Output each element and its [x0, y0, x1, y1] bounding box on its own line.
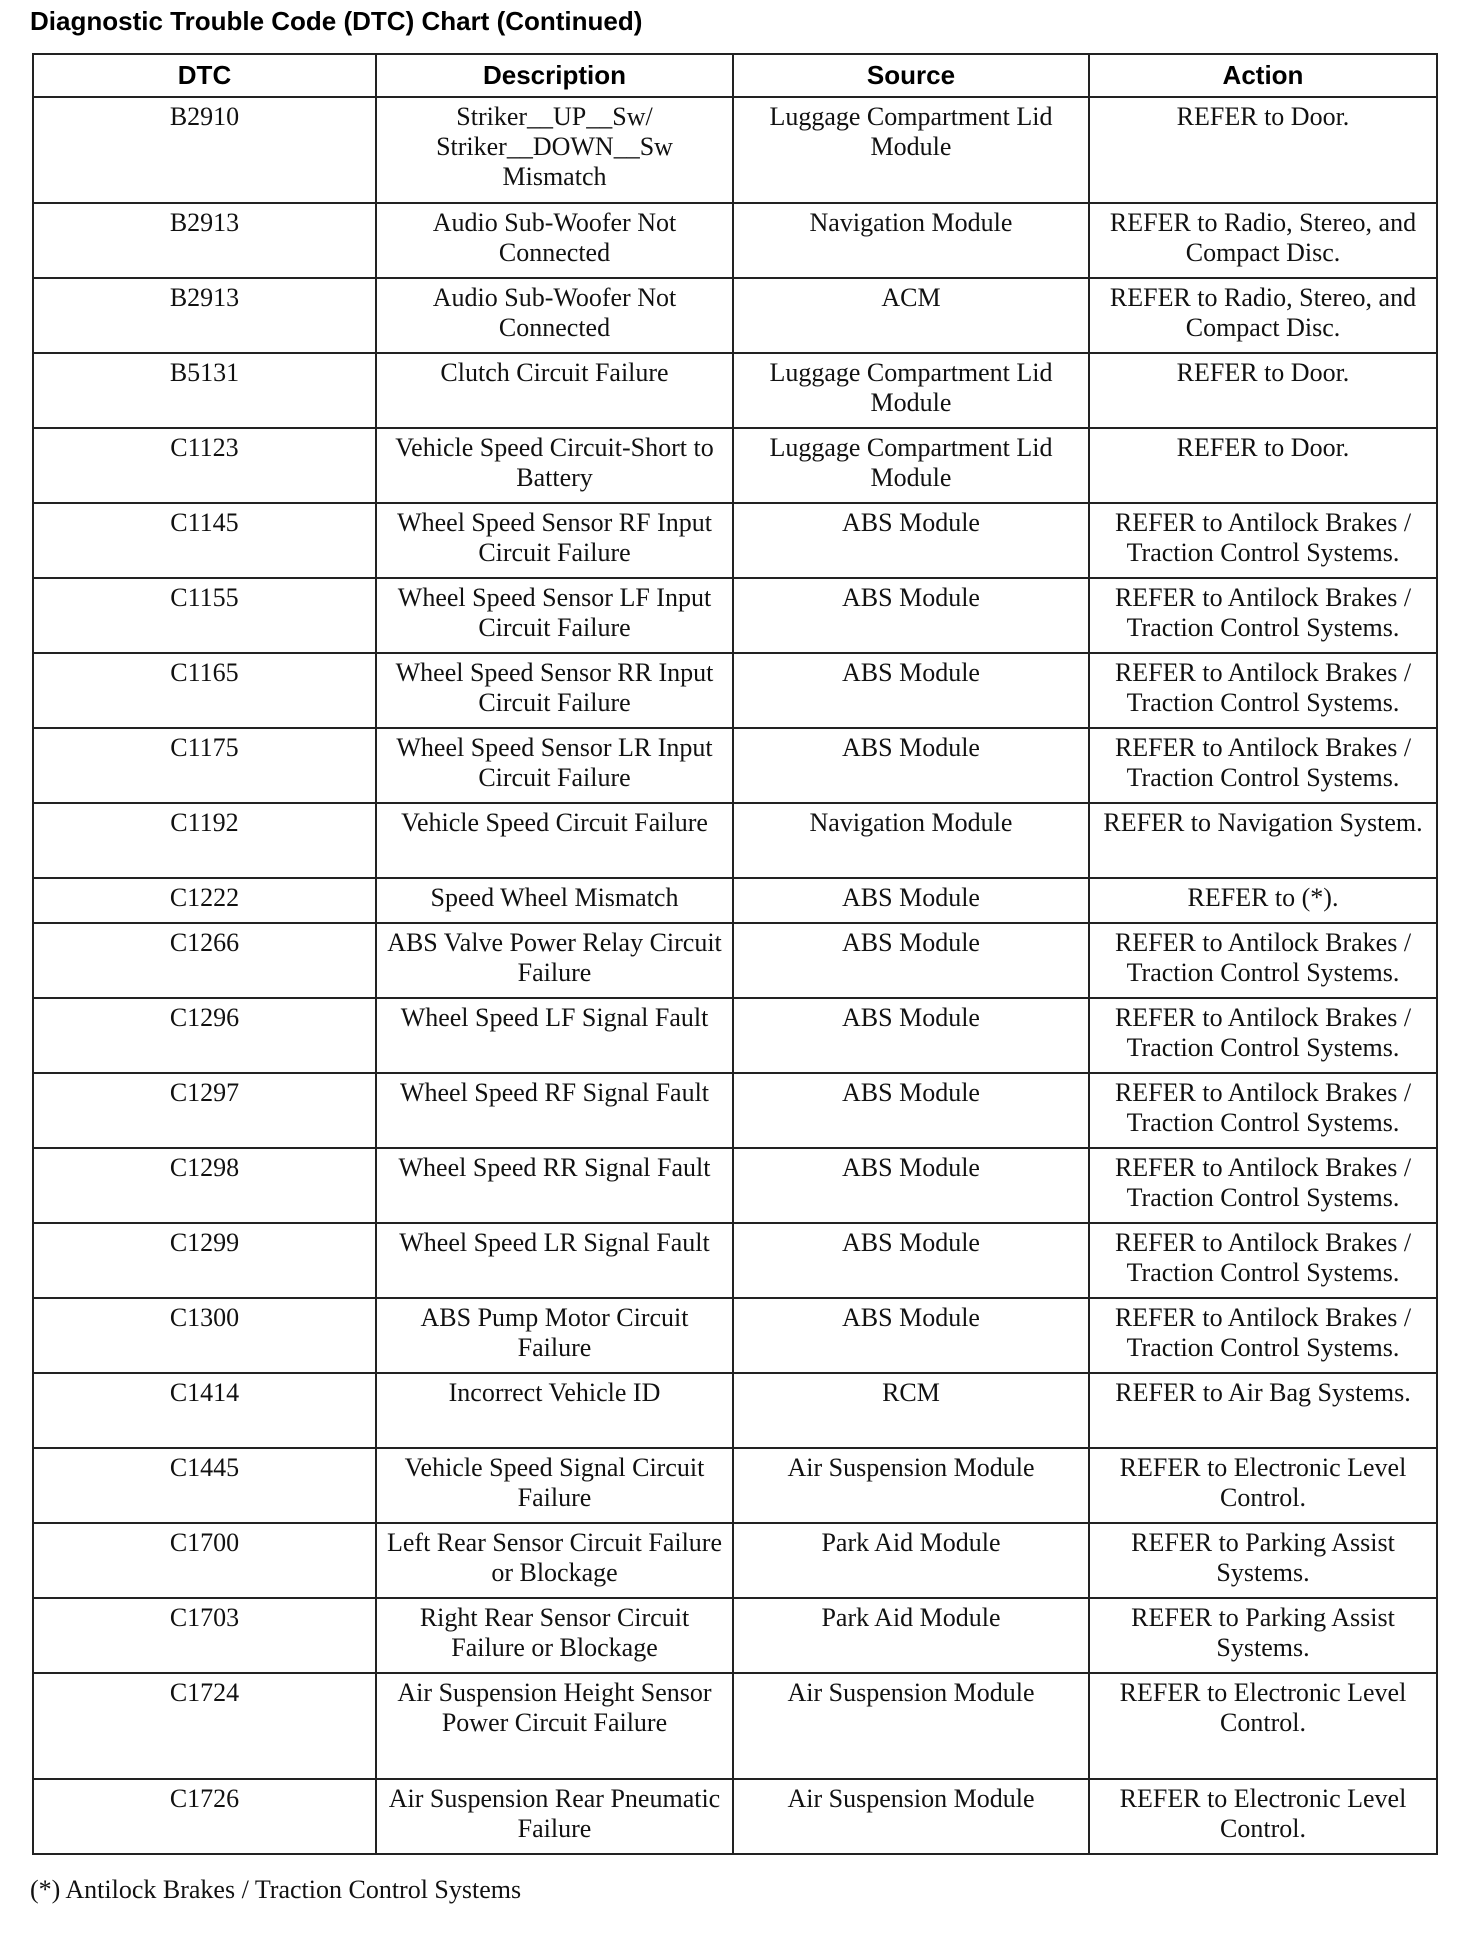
cell-description: Wheel Speed LF Signal Fault: [376, 998, 733, 1073]
cell-dtc: C1155: [33, 578, 376, 653]
cell-source: Navigation Module: [733, 203, 1089, 278]
cell-description: Left Rear Sensor Circuit Failure or Blockage: [376, 1523, 733, 1598]
cell-action: REFER to Door.: [1089, 353, 1437, 428]
cell-dtc: C1175: [33, 728, 376, 803]
cell-source: ABS Module: [733, 1298, 1089, 1373]
cell-source: ABS Module: [733, 923, 1089, 998]
table-row: [33, 353, 1437, 428]
cell-description: Vehicle Speed Signal Circuit Failure: [376, 1448, 733, 1523]
dtc-table: [32, 53, 1438, 1855]
cell-source: ABS Module: [733, 578, 1089, 653]
cell-dtc: C1726: [33, 1779, 376, 1854]
cell-description: Vehicle Speed Circuit Failure: [376, 803, 733, 878]
cell-action: REFER to (*).: [1089, 878, 1437, 923]
cell-source: Luggage Compartment Lid Module: [733, 97, 1089, 203]
cell-action: REFER to Antilock Brakes / Traction Control Systems.: [1089, 1148, 1437, 1223]
cell-dtc: C1266: [33, 923, 376, 998]
cell-dtc: C1296: [33, 998, 376, 1073]
cell-dtc: B2913: [33, 278, 376, 353]
cell-dtc: C1300: [33, 1298, 376, 1373]
cell-description: Wheel Speed RR Signal Fault: [376, 1148, 733, 1223]
table-row: [33, 728, 1437, 803]
cell-description: Air Suspension Height Sensor Power Circuit Failure: [376, 1673, 733, 1779]
cell-source: ABS Module: [733, 728, 1089, 803]
cell-dtc: B2913: [33, 203, 376, 278]
cell-source: RCM: [733, 1373, 1089, 1448]
cell-dtc: C1145: [33, 503, 376, 578]
table-row: [33, 1779, 1437, 1854]
cell-dtc: C1703: [33, 1598, 376, 1673]
cell-action: REFER to Parking Assist Systems.: [1089, 1523, 1437, 1598]
column-header-dtc: DTC: [33, 54, 376, 97]
cell-source: Park Aid Module: [733, 1523, 1089, 1598]
cell-dtc: C1414: [33, 1373, 376, 1448]
footnote: (*) Antilock Brakes / Traction Control Systems: [30, 1875, 522, 1904]
cell-dtc: C1700: [33, 1523, 376, 1598]
cell-description: Clutch Circuit Failure: [376, 353, 733, 428]
cell-description: Audio Sub-Woofer Not Connected: [376, 203, 733, 278]
cell-dtc: C1123: [33, 428, 376, 503]
cell-source: ABS Module: [733, 1073, 1089, 1148]
cell-action: REFER to Antilock Brakes / Traction Control Systems.: [1089, 503, 1437, 578]
cell-action: REFER to Antilock Brakes / Traction Control Systems.: [1089, 1073, 1437, 1148]
cell-action: REFER to Electronic Level Control.: [1089, 1779, 1437, 1854]
cell-action: REFER to Antilock Brakes / Traction Control Systems.: [1089, 728, 1437, 803]
cell-action: REFER to Antilock Brakes / Traction Control Systems.: [1089, 653, 1437, 728]
table-row: [33, 1673, 1437, 1779]
cell-dtc: C1298: [33, 1148, 376, 1223]
cell-action: REFER to Antilock Brakes / Traction Control Systems.: [1089, 578, 1437, 653]
cell-dtc: C1297: [33, 1073, 376, 1148]
cell-action: REFER to Electronic Level Control.: [1089, 1673, 1437, 1779]
cell-action: REFER to Air Bag Systems.: [1089, 1373, 1437, 1448]
table-header-row: [33, 54, 1437, 97]
table-row: [33, 1148, 1437, 1223]
cell-description: Wheel Speed Sensor LF Input Circuit Failure: [376, 578, 733, 653]
cell-source: ABS Module: [733, 1148, 1089, 1223]
cell-source: ABS Module: [733, 878, 1089, 923]
cell-source: ABS Module: [733, 998, 1089, 1073]
cell-source: ABS Module: [733, 503, 1089, 578]
cell-description: Wheel Speed LR Signal Fault: [376, 1223, 733, 1298]
table-row: [33, 998, 1437, 1073]
cell-dtc: B5131: [33, 353, 376, 428]
cell-dtc: C1299: [33, 1223, 376, 1298]
table-row: [33, 97, 1437, 203]
cell-description: Wheel Speed Sensor RR Input Circuit Failure: [376, 653, 733, 728]
cell-action: REFER to Door.: [1089, 428, 1437, 503]
cell-source: Air Suspension Module: [733, 1448, 1089, 1523]
cell-action: REFER to Antilock Brakes / Traction Control Systems.: [1089, 998, 1437, 1073]
cell-description: Vehicle Speed Circuit-Short to Battery: [376, 428, 733, 503]
table-row: [33, 203, 1437, 278]
cell-description: Speed Wheel Mismatch: [376, 878, 733, 923]
table-row: [33, 923, 1437, 998]
cell-action: REFER to Radio, Stereo, and Compact Disc.: [1089, 203, 1437, 278]
cell-source: Luggage Compartment Lid Module: [733, 353, 1089, 428]
cell-source: Air Suspension Module: [733, 1779, 1089, 1854]
cell-action: REFER to Door.: [1089, 97, 1437, 203]
column-header-action: Action: [1089, 54, 1437, 97]
cell-dtc: C1445: [33, 1448, 376, 1523]
cell-action: REFER to Antilock Brakes / Traction Control Systems.: [1089, 923, 1437, 998]
cell-description: Wheel Speed RF Signal Fault: [376, 1073, 733, 1148]
cell-action: REFER to Navigation System.: [1089, 803, 1437, 878]
cell-source: ACM: [733, 278, 1089, 353]
cell-description: Audio Sub-Woofer Not Connected: [376, 278, 733, 353]
table-row: [33, 1373, 1437, 1448]
cell-source: Park Aid Module: [733, 1598, 1089, 1673]
cell-action: REFER to Antilock Brakes / Traction Control Systems.: [1089, 1223, 1437, 1298]
cell-description: ABS Pump Motor Circuit Failure: [376, 1298, 733, 1373]
table-row: [33, 878, 1437, 923]
column-header-description: Description: [376, 54, 733, 97]
cell-action: REFER to Radio, Stereo, and Compact Disc.: [1089, 278, 1437, 353]
table-row: [33, 1223, 1437, 1298]
page-title: Diagnostic Trouble Code (DTC) Chart (Continued): [30, 6, 643, 36]
cell-source: Navigation Module: [733, 803, 1089, 878]
cell-source: Air Suspension Module: [733, 1673, 1089, 1779]
table-row: [33, 803, 1437, 878]
cell-description: Wheel Speed Sensor LR Input Circuit Failure: [376, 728, 733, 803]
table-row: [33, 278, 1437, 353]
cell-source: ABS Module: [733, 653, 1089, 728]
cell-dtc: C1724: [33, 1673, 376, 1779]
cell-dtc: B2910: [33, 97, 376, 203]
column-header-source: Source: [733, 54, 1089, 97]
cell-description: Incorrect Vehicle ID: [376, 1373, 733, 1448]
table-row: [33, 503, 1437, 578]
cell-description: Striker__UP__Sw/ Striker__DOWN__Sw Mismatch: [376, 97, 733, 203]
cell-dtc: C1192: [33, 803, 376, 878]
cell-dtc: C1222: [33, 878, 376, 923]
cell-description: ABS Valve Power Relay Circuit Failure: [376, 923, 733, 998]
table-row: [33, 653, 1437, 728]
table-row: [33, 1523, 1437, 1598]
cell-description: Right Rear Sensor Circuit Failure or Blockage: [376, 1598, 733, 1673]
cell-action: REFER to Parking Assist Systems.: [1089, 1598, 1437, 1673]
cell-action: REFER to Electronic Level Control.: [1089, 1448, 1437, 1523]
table-row: [33, 1073, 1437, 1148]
cell-description: Air Suspension Rear Pneumatic Failure: [376, 1779, 733, 1854]
cell-dtc: C1165: [33, 653, 376, 728]
cell-description: Wheel Speed Sensor RF Input Circuit Failure: [376, 503, 733, 578]
table-row: [33, 578, 1437, 653]
cell-source: ABS Module: [733, 1223, 1089, 1298]
table-row: [33, 1298, 1437, 1373]
cell-source: Luggage Compartment Lid Module: [733, 428, 1089, 503]
table-row: [33, 1448, 1437, 1523]
table-row: [33, 428, 1437, 503]
table-row: [33, 1598, 1437, 1673]
cell-action: REFER to Antilock Brakes / Traction Control Systems.: [1089, 1298, 1437, 1373]
